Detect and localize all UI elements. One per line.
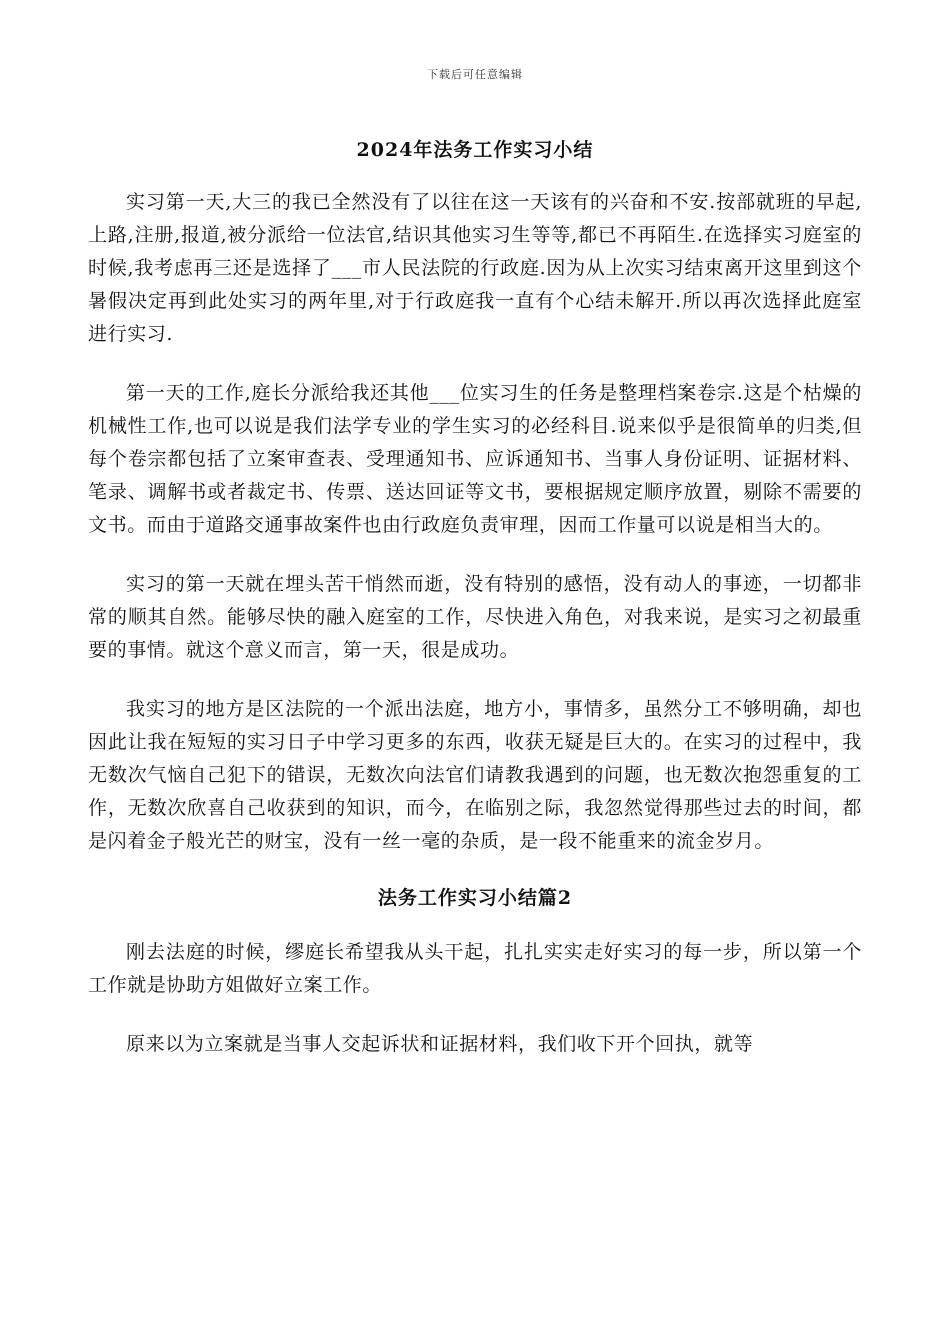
paragraph: 原来以为立案就是当事人交起诉状和证据材料，我们收下开个回执，就等 xyxy=(126,1033,754,1055)
document-title: 2024年法务工作实习小结 xyxy=(356,139,594,161)
paragraph: 实习的第一天就在埋头苦干悄然而逝，没有特别的感悟，没有动人的事迹，一切都非常的顺其自然。能够尽快的融入庭室的工作，尽快进入角色，对我来说，是实习之初最重要的事情。就这个意义而言，第一天，很是成功。 xyxy=(88,573,862,661)
paragraph: 第一天的工作,庭长分派给我还其他___位实习生的任务是整理档案卷宗.这是个枯燥的机械性工作,也可以说是我们法学专业的学生实习的必经科目.说来似乎是很简单的归类,但每个卷宗都包括了立案审查表、受理通知书、应诉通知书、当事人身份证明、证据材料、笔录、调解书或者裁定书、传票、送达回证等文书，要根据规定顺序放置，剔除不需要的文书。而由于道路交通事故案件也由行政庭负责审理，因而工作量可以说是相当大的。 xyxy=(88,382,862,536)
document-body xyxy=(88,136,862,1087)
section-title: 法务工作实习小结篇2 xyxy=(377,887,573,909)
page-header-note: 下载后可任意编辑 xyxy=(427,68,523,81)
paragraph: 我实习的地方是区法院的一个派出法庭，地方小，事情多，虽然分工不够明确，却也因此让我在短短的实习日子中学习更多的东西，收获无疑是巨大的。在实习的过程中，我无数次气恼自己犯下的错误，无数次向法官们请教我遇到的问题，也无数次抱怨重复的工作，无数次欣喜自己收获到的知识，而今，在临别之际，我忽然觉得那些过去的时间，都是闪着金子般光芒的财宝，没有一丝一毫的杂质，是一段不能重来的流金岁月。 xyxy=(88,698,862,852)
paragraph: 实习第一天,大三的我已全然没有了以往在这一天该有的兴奋和不安.按部就班的早起,上路,注册,报道,被分派给一位法官,结识其他实习生等等,都已不再陌生.在选择实习庭室的时候,我考虑再三还是选择了___市人民法院的行政庭.因为从上次实习结束离开这里到这个暑假决定再到此处实习的两年里,对于行政庭我一直有个心结未解开.所以再次选择此庭室进行实习. xyxy=(88,191,862,345)
paragraph: 刚去法庭的时候，缪庭长希望我从头干起，扎扎实实走好实习的每一步，所以第一个工作就是协助方姐做好立案工作。 xyxy=(88,941,862,996)
